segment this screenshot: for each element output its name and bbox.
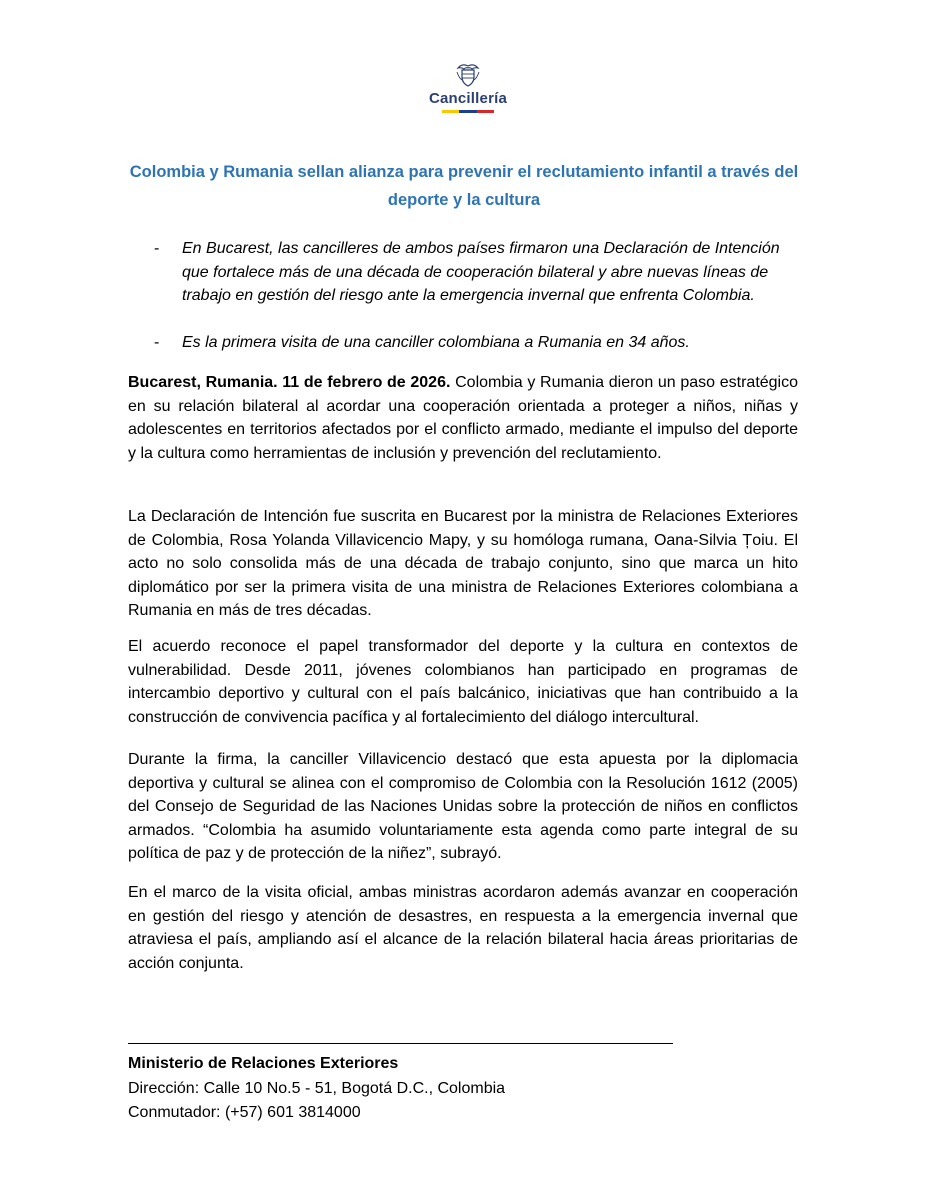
body-paragraph-5: En el marco de la visita oficial, ambas ministras acordaron además avanzar en cooperación en gestión del riesgo y atención de desastres, en respuesta a la emergencia invernal que atraviesa el país, ampliando así el alcance de la relación bilateral hacia áreas prioritarias de acción conjunta. xyxy=(128,884,798,972)
cancilleria-logo xyxy=(428,62,508,113)
dateline: Bucarest, Rumania. 11 de febrero de 2026. xyxy=(128,374,451,391)
flag-yellow-stripe xyxy=(442,110,459,113)
logo-text: Cancillería xyxy=(428,90,508,107)
flag-blue-stripe xyxy=(459,110,476,113)
bullet-dash: - xyxy=(154,334,160,351)
body-paragraph-4: Durante la firma, la canciller Villavicencio destacó que esta apuesta por la diplomacia deportiva y cultural se alinea con el compromiso de Colombia con la Resolución 1612 (2005) del Consejo de Seguridad de las Naciones Unidas sobre la protección de niños en conflictos armados. “Colombia ha asumido voluntariamente esta agenda como parte integral de su política de paz y de protección de la niñez”, subrayó. xyxy=(128,751,798,862)
footer-organization: Ministerio de Relaciones Exteriores xyxy=(128,1055,399,1072)
footer-phone: Conmutador: (+57) 601 3814000 xyxy=(128,1104,361,1121)
body-paragraph-3: El acuerdo reconoce el papel transformador del deporte y la cultura en contextos de vulnerabilidad. Desde 2011, jóvenes colombianos han participado en programas de intercambio deportivo y cultural con el país balcánico, iniciativas que han contribuido a la construcción de convivencia pacífica y al fortalecimiento del diálogo intercultural. xyxy=(128,638,798,726)
paragraph-1-text: Colombia y Rumania dieron un paso estratégico en su relación bilateral al acordar una cooperación orientada a proteger a niños, niñas y adolescentes en territorios afectados por el conflicto armado, mediante el impulso del deporte y la cultura como herramientas de inclusión y prevención del reclutamiento. xyxy=(128,374,799,462)
footer xyxy=(128,1052,505,1126)
footer-divider xyxy=(128,1043,673,1044)
bullet-dash: - xyxy=(154,240,160,257)
bullet-text: Es la primera visita de una canciller colombiana a Rumania en 34 años. xyxy=(182,334,690,351)
bullet-text: En Bucarest, las cancilleres de ambos países firmaron una Declaración de Intención que fortalece más de una década de cooperación bilateral y abre nuevas líneas de trabajo en gestión del riesgo ante la emergencia invernal que enfrenta Colombia. xyxy=(182,240,780,304)
press-release-title: Colombia y Rumania sellan alianza para prevenir el reclutamiento infantil a través del deporte y la cultura xyxy=(129,163,799,209)
coat-of-arms-icon xyxy=(454,62,482,88)
flag-bar xyxy=(442,110,494,113)
footer-address: Dirección: Calle 10 No.5 - 51, Bogotá D.C., Colombia xyxy=(128,1079,506,1097)
bullet-item xyxy=(150,237,810,308)
bullet-item xyxy=(150,331,810,355)
summary-bullets xyxy=(150,237,810,378)
body-paragraph-2: La Declaración de Intención fue suscrita en Bucarest por la ministra de Relaciones Exteriores de Colombia, Rosa Yolanda Villavicencio Mapy, y su homóloga rumana, Oana-Silvia Țoiu. El acto no solo consolida más de una década de trabajo conjunto, sino que marca un hito diplomático por ser la primera visita de una ministra de Relaciones Exteriores colombiana a Rumania en más de tres décadas. xyxy=(128,508,798,619)
body-paragraph-1 xyxy=(128,371,798,465)
flag-red-stripe xyxy=(477,110,494,113)
